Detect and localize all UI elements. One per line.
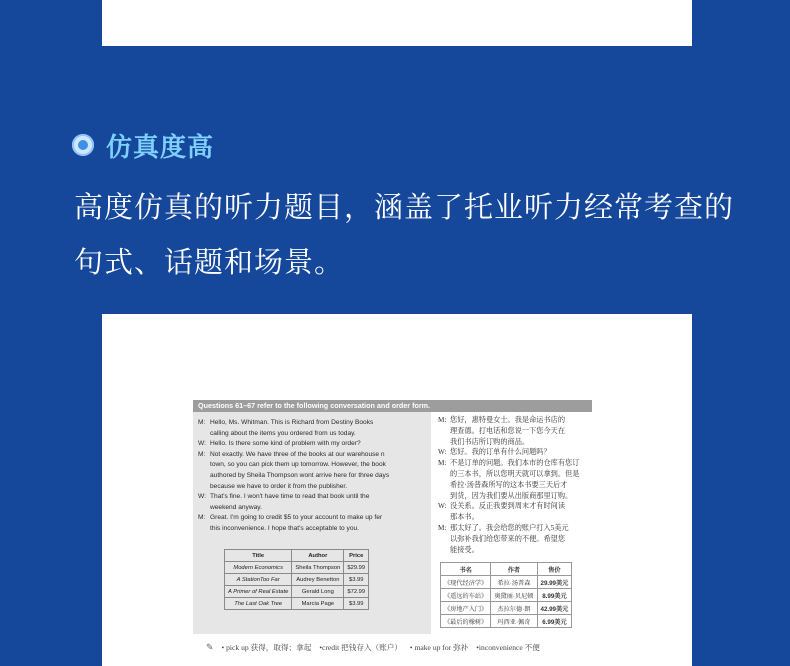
speaker-label bbox=[198, 482, 210, 493]
vocab-item: •credit 把钱存入（账户） bbox=[319, 643, 402, 652]
table-cell: $3.99 bbox=[344, 574, 369, 586]
column-header: 书名 bbox=[441, 563, 491, 576]
transcript-text: That's fine. I won't have time to read that book until the bbox=[210, 493, 370, 501]
column-header: Price bbox=[344, 550, 369, 562]
speaker-label bbox=[438, 469, 450, 480]
table-cell: 《遥远的车站》 bbox=[441, 589, 491, 602]
transcript-text: 能接受。 bbox=[450, 545, 479, 554]
table-row bbox=[441, 589, 572, 602]
transcript-text: Hello. Is there some kind of problem with my order? bbox=[210, 440, 361, 448]
transcript-text: calling about the items you ordered from us today. bbox=[210, 429, 356, 437]
transcript-line bbox=[438, 426, 590, 437]
table-row bbox=[441, 615, 572, 628]
table-cell: Sheila Thompson bbox=[292, 562, 344, 574]
speaker-label bbox=[198, 503, 210, 514]
transcript-line bbox=[438, 534, 590, 545]
table-cell: 29.99美元 bbox=[537, 576, 572, 589]
transcript-text: 您好。我的订单有什么问题吗？ bbox=[450, 448, 551, 457]
transcript-line bbox=[438, 512, 590, 523]
table-cell: 《现代经济学》 bbox=[441, 576, 491, 589]
description-line: 句式、话题和场景。 bbox=[74, 245, 345, 279]
column-header: 作者 bbox=[491, 563, 537, 576]
speaker-label: M: bbox=[198, 419, 206, 426]
transcript-line bbox=[198, 503, 426, 514]
english-transcript bbox=[198, 418, 426, 535]
transcript-text: Hello, Ms. Whitman. This is Richard from Destiny Books bbox=[210, 419, 374, 426]
speaker-label: M: bbox=[198, 450, 206, 458]
feature-title: 仿真度高 bbox=[106, 132, 215, 163]
table-row bbox=[225, 586, 369, 598]
table-cell: 42.99美元 bbox=[537, 602, 572, 615]
table-cell: 奥黛丽·贝尼顿 bbox=[491, 589, 537, 602]
transcript-line bbox=[438, 523, 590, 534]
transcript-text: 到货，因为我们要从出版商那里订购。 bbox=[450, 491, 573, 500]
table-cell: Modern Economics bbox=[225, 562, 292, 574]
chinese-order-form bbox=[440, 562, 572, 628]
table-cell: Marcia Page bbox=[292, 598, 344, 610]
table-cell: Gerald Long bbox=[292, 586, 344, 598]
table-row bbox=[225, 562, 369, 574]
speaker-label: M: bbox=[438, 416, 447, 424]
vocabulary-notes bbox=[206, 642, 596, 653]
speaker-label bbox=[438, 437, 450, 448]
speaker-label: W: bbox=[438, 502, 447, 511]
table-row bbox=[225, 598, 369, 610]
speaker-label: W: bbox=[198, 493, 206, 501]
table-row bbox=[441, 576, 572, 589]
transcript-text: 那太好了。我会给您的账户打入5美元 bbox=[450, 523, 569, 532]
table-row bbox=[225, 574, 369, 586]
vocab-item: • make up for 弥补 bbox=[409, 643, 469, 652]
speaker-label bbox=[438, 512, 450, 523]
speaker-label bbox=[198, 471, 210, 482]
feature-heading bbox=[72, 128, 214, 162]
transcript-text: 理查德。打电话和您说一下您今天在 bbox=[450, 426, 566, 435]
transcript-line bbox=[198, 524, 426, 535]
english-transcript-panel bbox=[193, 412, 431, 634]
chinese-transcript bbox=[438, 415, 590, 555]
top-card bbox=[102, 0, 692, 46]
table-cell: 6.99美元 bbox=[537, 615, 572, 628]
transcript-line bbox=[438, 469, 590, 480]
transcript-line bbox=[198, 513, 426, 524]
speaker-label: M: bbox=[198, 514, 206, 522]
description-line: 高度仿真的听力题目，涵盖了托业听力经常考查的 bbox=[74, 190, 735, 224]
speaker-label: M: bbox=[438, 459, 447, 468]
transcript-line bbox=[438, 491, 590, 502]
transcript-text: 您好，惠特曼女士。我是命运书店的 bbox=[450, 416, 566, 424]
table-cell: 《房地产入门》 bbox=[441, 602, 491, 615]
transcript-text: 以弥补我们给您带来的不便。希望您 bbox=[450, 534, 566, 543]
transcript-text: weekend anyway. bbox=[210, 503, 262, 511]
transcript-line bbox=[438, 458, 590, 469]
transcript-line bbox=[438, 501, 590, 512]
table-cell: A Primer of Real Estate bbox=[225, 586, 292, 598]
column-header: Author bbox=[292, 550, 344, 562]
speaker-label bbox=[198, 429, 210, 440]
document-preview-card bbox=[102, 314, 692, 666]
table-cell: The Last Oak Tree bbox=[225, 598, 292, 610]
speaker-label bbox=[438, 426, 450, 437]
speaker-label bbox=[198, 460, 210, 471]
transcript-text: 没关系。反正我要到周末才有时间读 bbox=[450, 502, 566, 511]
speaker-label bbox=[438, 491, 450, 502]
transcript-line bbox=[438, 437, 590, 448]
table-cell: $29.99 bbox=[344, 562, 369, 574]
table-cell: $72.99 bbox=[344, 586, 369, 598]
transcript-line bbox=[198, 439, 426, 450]
table-cell: 《最后的橡树》 bbox=[441, 615, 491, 628]
transcript-text: 希拉·汤普森所写的这本书要三天后才 bbox=[450, 480, 568, 489]
table-cell: 玛西亚·佩奇 bbox=[491, 615, 537, 628]
transcript-text: 不是订单的问题。我们本市的仓库有您订 bbox=[450, 459, 580, 468]
radio-bullet-icon bbox=[72, 134, 94, 156]
transcript-text: Not exactly. We have three of the books at our warehouse n bbox=[210, 450, 385, 458]
column-header: 售价 bbox=[537, 563, 572, 576]
transcript-text: 的三本书，所以您明天就可以拿到。但是 bbox=[450, 469, 580, 478]
transcript-text: this inconvenience. I hope that's acceptable to you. bbox=[210, 524, 359, 532]
transcript-line bbox=[198, 492, 426, 503]
speaker-label bbox=[438, 480, 450, 491]
table-cell: $3.99 bbox=[344, 598, 369, 610]
transcript-text: authored by Sheila Thompson wont arrive here for three days bbox=[210, 471, 390, 479]
transcript-text: town, so you can pick them up tomorrow. However, the book bbox=[210, 461, 386, 469]
transcript-line bbox=[198, 460, 426, 471]
transcript-line bbox=[198, 482, 426, 493]
speaker-label bbox=[438, 534, 450, 545]
transcript-line bbox=[438, 447, 590, 458]
pen-icon: ✎ bbox=[206, 642, 214, 652]
table-cell: 8.99美元 bbox=[537, 589, 572, 602]
table-cell: 杰拉尔德·朗 bbox=[491, 602, 537, 615]
transcript-text: Great. I'm going to credit $5 to your account to make up fer bbox=[210, 514, 383, 522]
speaker-label bbox=[438, 545, 450, 556]
speaker-label: W: bbox=[198, 440, 206, 448]
english-order-form bbox=[224, 549, 369, 610]
feature-description bbox=[74, 180, 734, 290]
vocab-item: •inconvenience 不便 bbox=[476, 643, 540, 652]
transcript-line bbox=[198, 418, 426, 429]
table-row bbox=[441, 602, 572, 615]
speaker-label: W: bbox=[438, 448, 447, 457]
table-cell: Audrey Benetton bbox=[292, 574, 344, 586]
transcript-line bbox=[438, 545, 590, 556]
speaker-label: M: bbox=[438, 523, 447, 532]
transcript-line bbox=[438, 480, 590, 491]
column-header: Title bbox=[225, 550, 292, 562]
transcript-text: 我们书店所订购的商品。 bbox=[450, 437, 530, 446]
vocab-item: • pick up 获得，取得；拿起 bbox=[221, 643, 312, 652]
transcript-line bbox=[198, 429, 426, 440]
transcript-line bbox=[198, 471, 426, 482]
questions-header: Questions 61–67 refer to the following conversation and order form. bbox=[193, 400, 592, 412]
table-cell: 希拉·汤普森 bbox=[491, 576, 537, 589]
transcript-text: 那本书。 bbox=[450, 513, 479, 522]
book-page bbox=[193, 400, 592, 666]
table-cell: A StationToo Far bbox=[225, 574, 292, 586]
speaker-label bbox=[198, 524, 210, 535]
transcript-text: because we have to order it from the publisher. bbox=[210, 482, 348, 490]
transcript-line bbox=[198, 450, 426, 461]
transcript-line bbox=[438, 415, 590, 426]
